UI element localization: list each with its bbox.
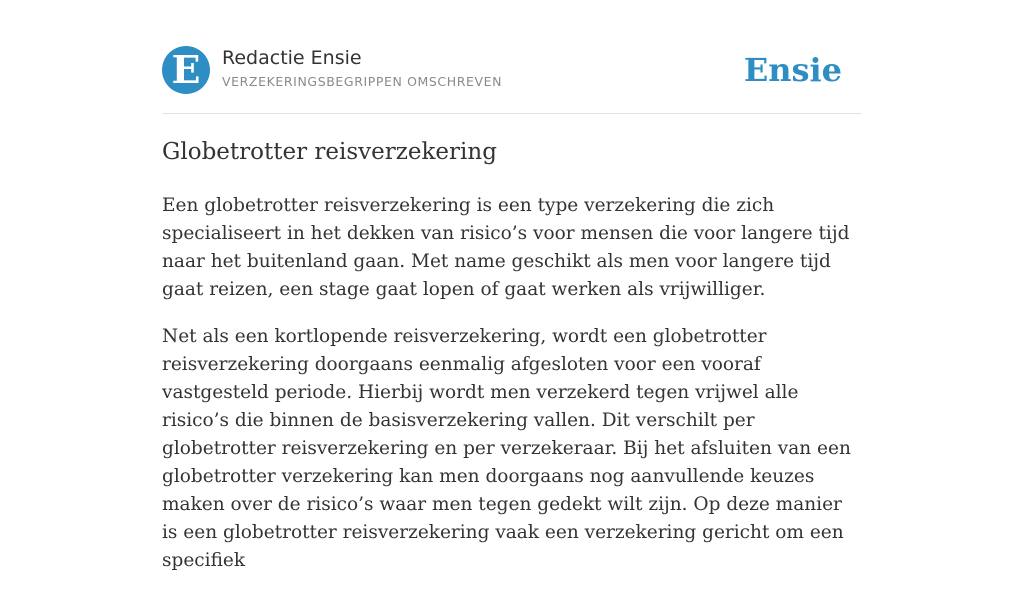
article-paragraph: Net als een kortlopende reisverzekering, wordt een globetrotter reisverzekering doorgaans eenmalig afgesloten voor een vooraf vastgesteld periode. Hierbij wordt men verzekerd tegen vrijwel alle risico’s die binnen de basisverzekering vallen. Dit verschilt per globetrotter reisverzekering en per verzekeraar. Bij het afsluiten van een globetrotter verzekering kan men doorgaans nog aanvullende keuzes maken over de risico’s waar men tegen gedekt wilt zijn. Op deze manier is een globetrotter reisverzekering vaak een verzekering gericht om een specifiek	[162, 326, 851, 571]
author-header	[162, 46, 862, 96]
article-title: Globetrotter reisverzekering	[162, 139, 497, 165]
ensie-logo[interactable]: Ensie	[743, 51, 842, 89]
author-name[interactable]: Redactie Ensie	[222, 47, 362, 69]
avatar[interactable]: E	[162, 46, 210, 94]
article-paragraph: Een globetrotter reisverzekering is een type verzekering die zich specialiseert in het dekken van risico’s voor mensen die voor langere tijd naar het buitenland gaan. Met name geschikt als men voor langere tijd gaat reizen, een stage gaat lopen of gaat werken als vrijwilliger.	[162, 195, 850, 300]
article	[162, 136, 862, 594]
header-divider	[162, 113, 862, 114]
author-subtitle: VERZEKERINGSBEGRIPPEN OMSCHREVEN	[222, 74, 503, 89]
